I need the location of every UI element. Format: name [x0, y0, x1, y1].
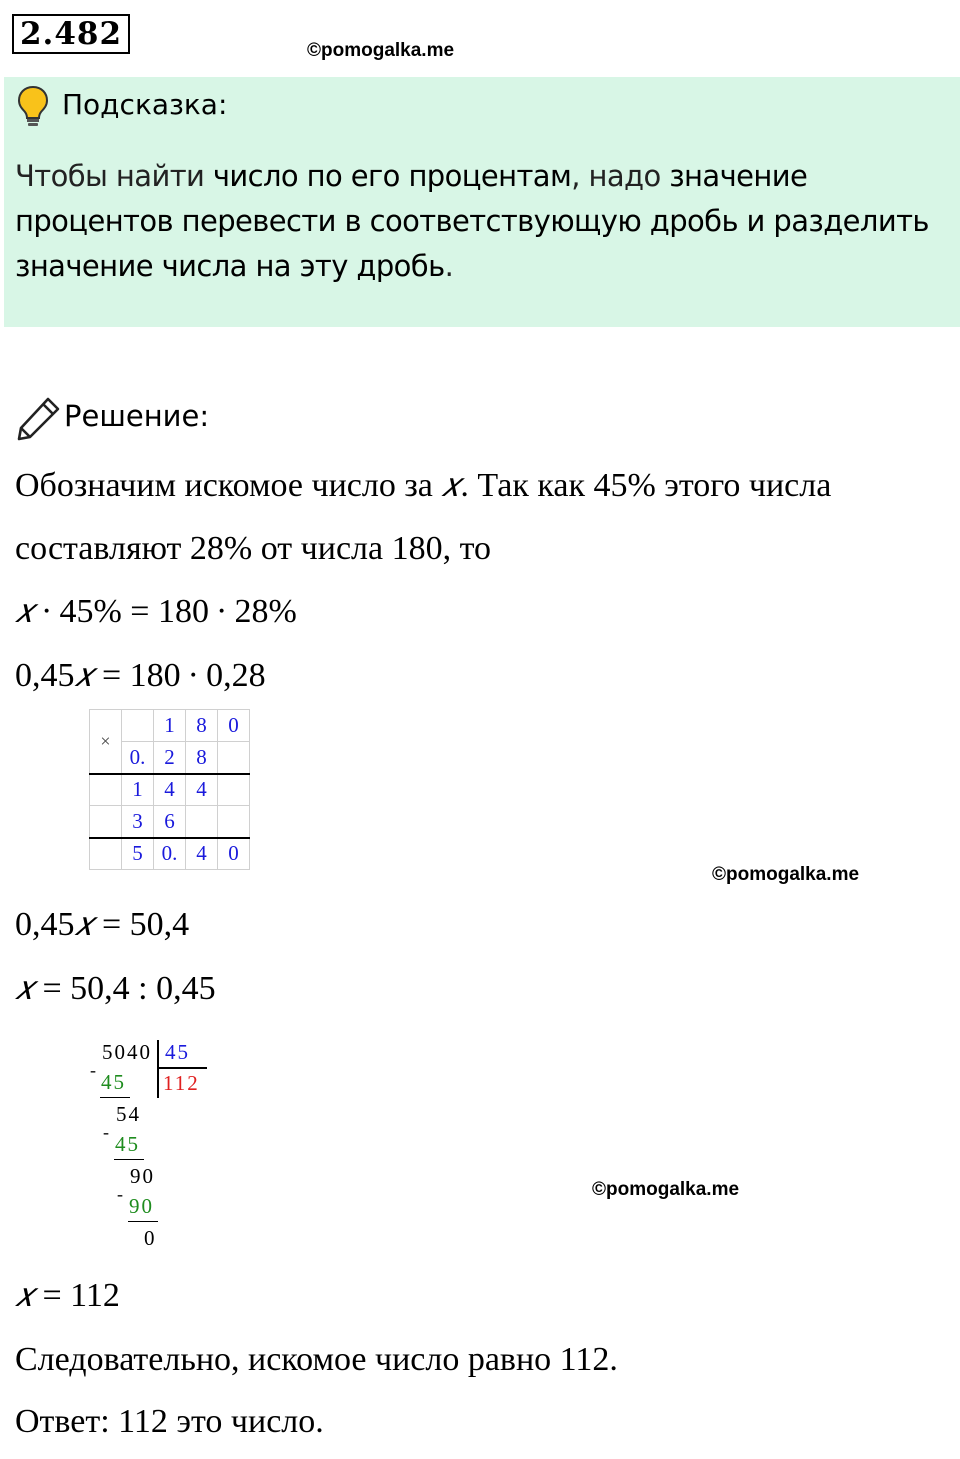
- mult-cell: 6: [154, 806, 186, 838]
- hint-text-bold: число по его процентам: [212, 159, 572, 193]
- mult-cell: [218, 774, 250, 806]
- variable-x: 𝑥: [74, 906, 94, 943]
- hint-text: [15, 154, 950, 289]
- dividend: 5040: [102, 1040, 152, 1064]
- hint-title: Подсказка:: [62, 88, 228, 121]
- subtrahend: 45: [115, 1132, 140, 1156]
- mult-cell: 0: [218, 710, 250, 742]
- text: 0,45: [15, 906, 75, 943]
- mult-cell: 4: [186, 774, 218, 806]
- division-rule: [114, 1159, 144, 1160]
- mult-cell: 0.: [154, 838, 186, 870]
- mult-cell: 0.: [122, 742, 154, 774]
- final-remainder: 0: [144, 1226, 157, 1250]
- watermark: ©pomogalka.me: [592, 1179, 740, 1200]
- mult-cell: 2: [154, 742, 186, 774]
- mult-cell: 8: [186, 742, 218, 774]
- text: ∙ 45% = 180 ∙ 28%: [42, 593, 297, 630]
- text: = 50,4: [93, 906, 190, 943]
- minus-sign: -: [103, 1122, 109, 1142]
- variable-x: 𝑥: [441, 467, 461, 504]
- mult-cell: [186, 806, 218, 838]
- mult-cell: 4: [154, 774, 186, 806]
- solution-title: Решение:: [64, 399, 210, 433]
- multiplication-table: [89, 709, 250, 870]
- answer: Ответ: 112 это число.: [15, 1403, 324, 1440]
- variable-x: 𝑥: [15, 970, 34, 1007]
- lightbulb-icon: [16, 85, 50, 127]
- watermark: ©pomogalka.me: [712, 864, 860, 885]
- mult-cell: 5: [122, 838, 154, 870]
- equation-1: [15, 592, 297, 632]
- division-vertical-line: [157, 1040, 159, 1098]
- equation-3: [15, 905, 189, 945]
- mult-cell: 1: [122, 774, 154, 806]
- mult-cell: [90, 806, 122, 838]
- hint-text-part: .: [444, 249, 454, 283]
- times-sign: ×: [90, 710, 122, 774]
- problem-number: 2.482: [12, 14, 130, 54]
- watermark: ©pomogalka.me: [307, 40, 455, 61]
- hint-text-bold: значение процентов перевести в соответствующую дробь и разделить значение числа на эту дробь: [15, 159, 929, 283]
- variable-x: 𝑥: [74, 657, 94, 694]
- text: = 112: [33, 1277, 120, 1314]
- mult-cell: 1: [154, 710, 186, 742]
- remainder: 90: [130, 1164, 155, 1188]
- equation-5: [15, 1276, 120, 1316]
- equation-2: [15, 656, 266, 696]
- division-horizontal-line: [159, 1067, 207, 1069]
- minus-sign: -: [90, 1060, 96, 1080]
- mult-cell: [218, 742, 250, 774]
- variable-x: 𝑥: [15, 593, 34, 630]
- equation-4: [15, 969, 216, 1009]
- mult-cell: [122, 710, 154, 742]
- quotient: 112: [163, 1071, 200, 1095]
- pencil-icon: [16, 395, 62, 441]
- mult-cell: 8: [186, 710, 218, 742]
- text: Обозначим искомое число за: [15, 467, 442, 504]
- hint-text-part: Чтобы найти: [15, 159, 213, 193]
- text: . Так как 45% этого числа: [460, 467, 832, 504]
- mult-cell: 4: [186, 838, 218, 870]
- text: 0,45: [15, 657, 75, 694]
- text: = 180 ∙ 0,28: [93, 657, 266, 694]
- variable-x: 𝑥: [15, 1277, 34, 1314]
- division-rule: [100, 1097, 130, 1098]
- mult-cell: [90, 774, 122, 806]
- division-rule: [128, 1221, 158, 1222]
- mult-cell: [90, 838, 122, 870]
- subtrahend: 90: [129, 1194, 154, 1218]
- subtrahend: 45: [101, 1070, 126, 1094]
- mult-cell: 3: [122, 806, 154, 838]
- minus-sign: -: [117, 1184, 123, 1204]
- solution-line-1: [15, 466, 831, 506]
- hint-text-part: , надо: [571, 159, 670, 193]
- solution-line-2: составляют 28% от числа 180, то: [15, 530, 491, 567]
- text: = 50,4 : 0,45: [33, 970, 216, 1007]
- mult-cell: 0: [218, 838, 250, 870]
- conclusion: Следовательно, искомое число равно 112.: [15, 1341, 618, 1378]
- divisor: 45: [165, 1040, 190, 1064]
- mult-cell: [218, 806, 250, 838]
- remainder: 54: [116, 1102, 141, 1126]
